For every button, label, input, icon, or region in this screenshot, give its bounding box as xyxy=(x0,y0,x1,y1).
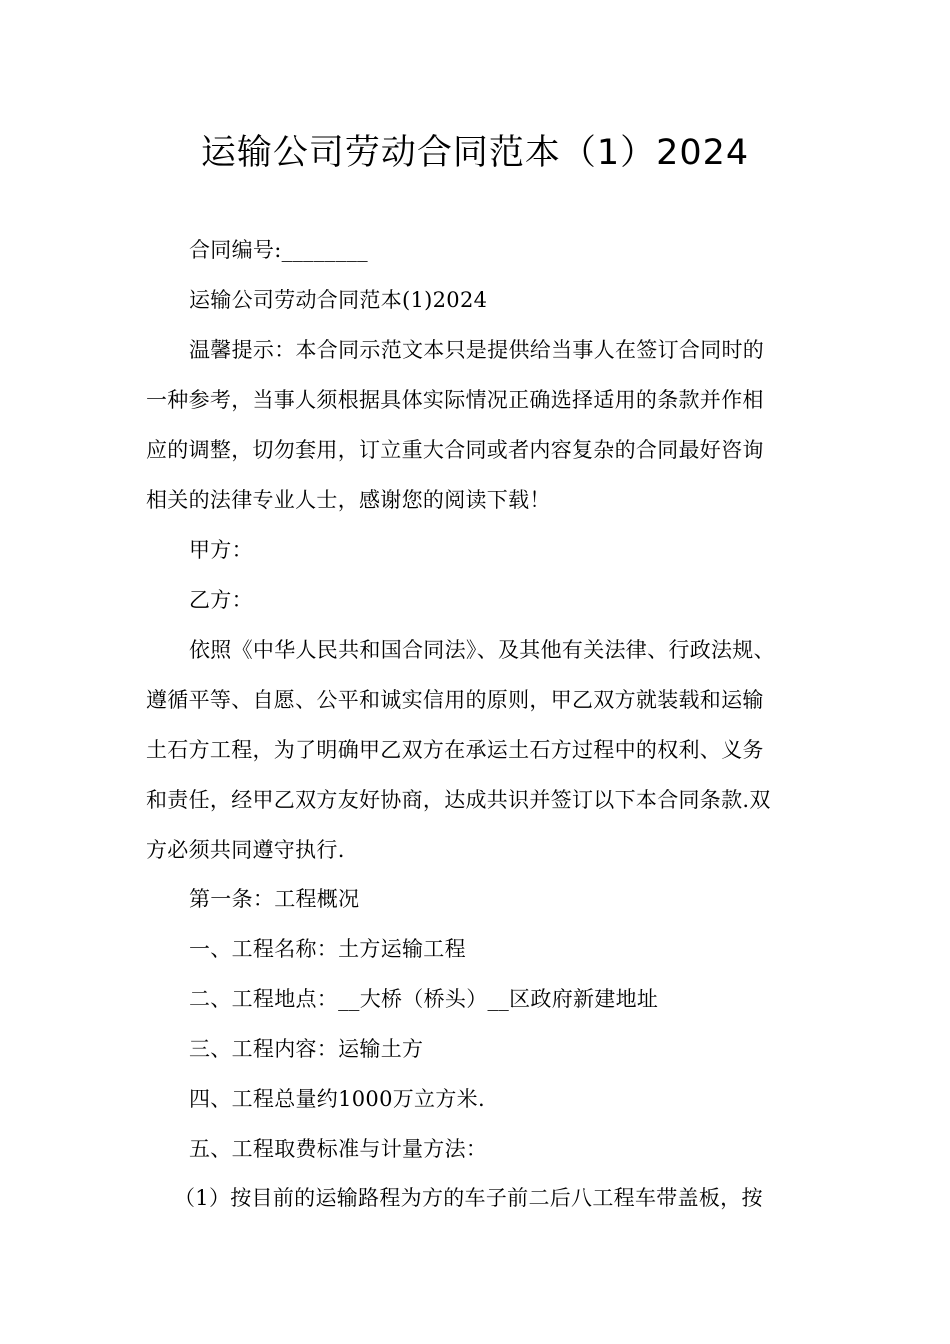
notice-line: 一种参考，当事人须根据具体实际情况正确选择适用的条款并作相 xyxy=(146,388,764,412)
preamble-line: 和责任，经甲乙双方友好协商，达成共识并签订以下本合同条款.双 xyxy=(146,788,771,812)
article-item: 二、工程地点：__大桥（桥头）__区政府新建地址 xyxy=(189,987,659,1011)
article-item: 五、工程取费标准与计量方法： xyxy=(189,1137,488,1161)
notice-line: 应的调整，切勿套用，订立重大合同或者内容复杂的合同最好咨询 xyxy=(146,438,764,462)
contract-number-label: 合同编号:________ xyxy=(189,238,368,262)
article-item: 三、工程内容：运输土方 xyxy=(189,1037,424,1061)
article-item: 一、工程名称：土方运输工程 xyxy=(189,937,466,961)
party-b-label: 乙方： xyxy=(189,588,253,612)
document-subtitle: 运输公司劳动合同范本(1)2024 xyxy=(189,288,488,312)
party-a-label: 甲方： xyxy=(189,538,253,562)
preamble-line: 依照《中华人民共和国合同法》、及其他有关法律、行政法规、 xyxy=(189,638,775,662)
preamble-line: 遵循平等、自愿、公平和诚实信用的原则，甲乙双方就装载和运输 xyxy=(146,688,764,712)
notice-line: 温馨提示：本合同示范文本只是提供给当事人在签订合同时的 xyxy=(189,338,765,362)
notice-line: 相关的法律专业人士，感谢您的阅读下载！ xyxy=(146,488,551,512)
sub-item: （1）按目前的运输路程为方的车子前二后八工程车带盖板，按 xyxy=(174,1186,763,1210)
article-heading: 第一条：工程概况 xyxy=(189,887,360,911)
article-item: 四、工程总量约1000万立方米. xyxy=(189,1087,485,1111)
document-title: 运输公司劳动合同范本（1）2024 xyxy=(200,133,750,173)
preamble-line: 土石方工程，为了明确甲乙双方在承运土石方过程中的权利、义务 xyxy=(146,738,764,762)
preamble-line: 方必须共同遵守执行. xyxy=(146,838,345,862)
